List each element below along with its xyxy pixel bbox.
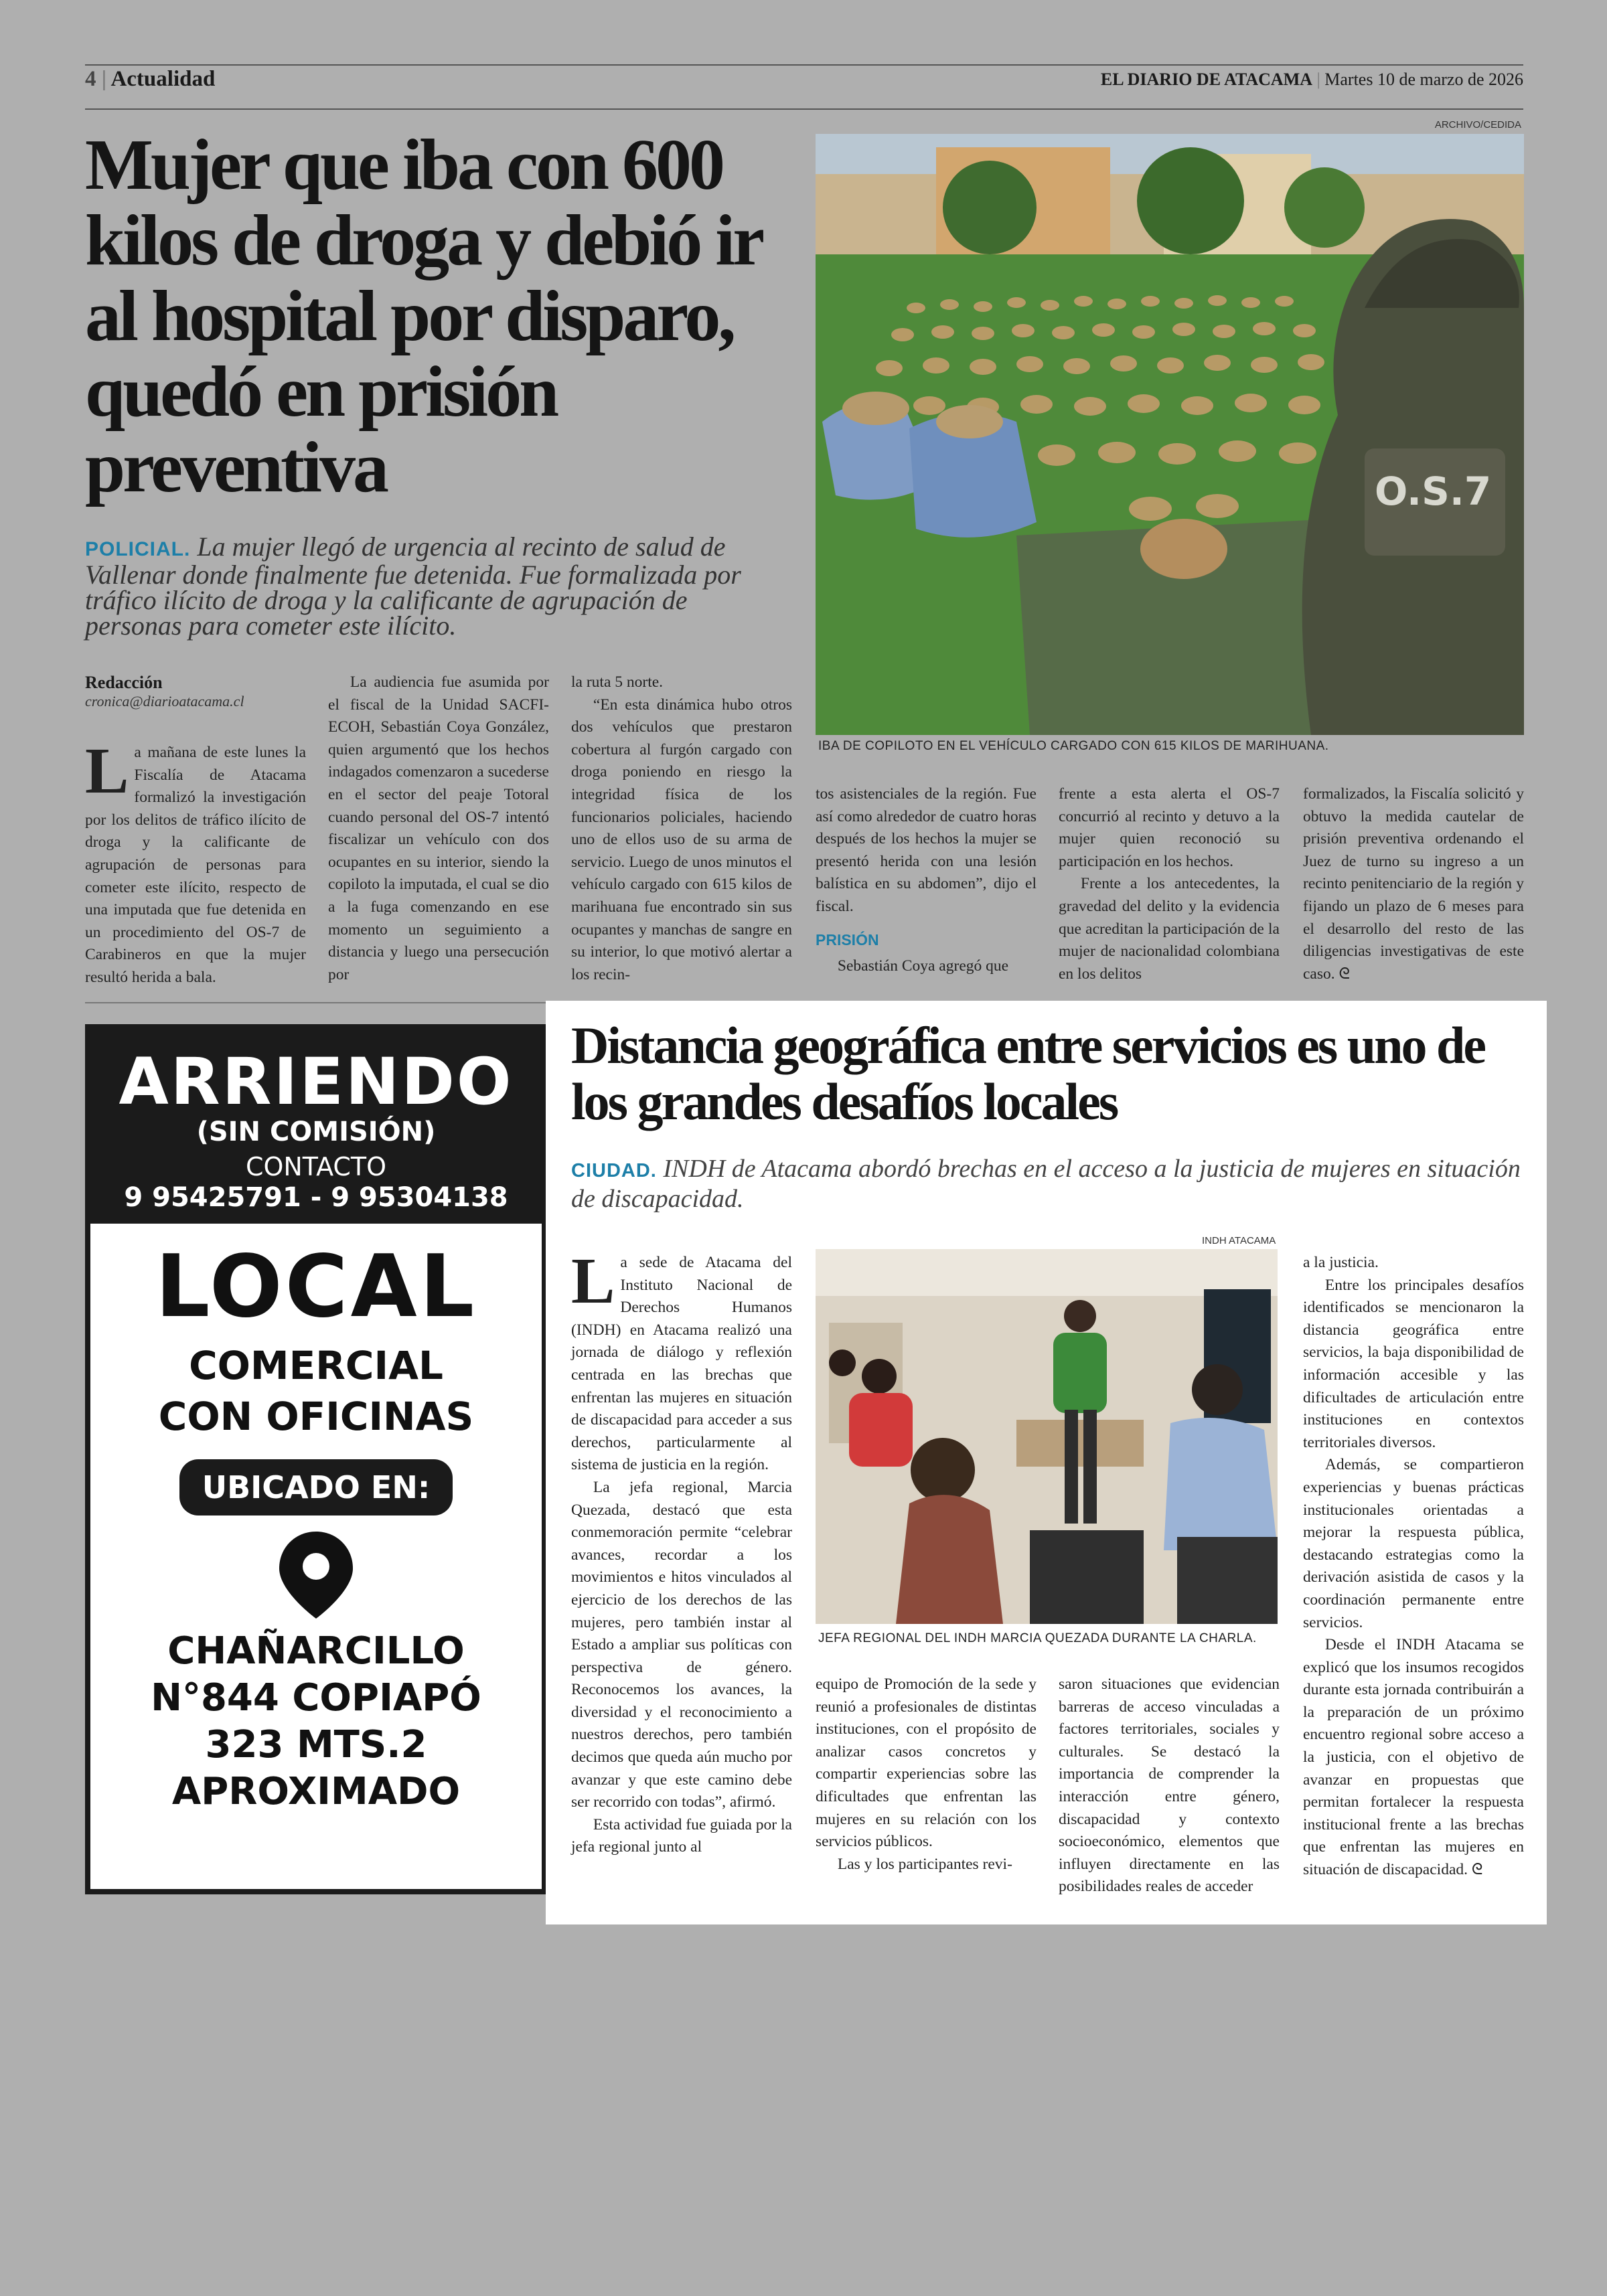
- ad-body: [90, 1230, 542, 1815]
- article1-col5-a: frente a esta alerta el OS-7 concurrió al recinto y detuvo a la mujer quien reconoció su participación en los hechos.: [1059, 785, 1280, 870]
- rental-advertisement: [85, 1024, 547, 1894]
- indh-talk-photo: [816, 1249, 1278, 1624]
- article1-col2-text: La audiencia fue asumida por el fiscal de la Unidad SACFI-ECOH, Sebastián Coya González, quien argumentó que los hechos indagados comenzaron a sucederse en el sector del peaje Totoral cuando personal del OS-7 intentó fiscalizar un vehículo con dos ocupantes en su interior, siendo la copiloto la imputada, el cual se dio a la fuga comenzando en ese momento un seguimiento a distancia y luego una persecución por: [328, 673, 549, 983]
- article1-col5-b: Frente a los antecedentes, la gravedad del delito y la evidencia que acreditan la participación de la mujer de nacionalidad colombiana en los delitos: [1059, 875, 1280, 983]
- article1-column-2: [328, 671, 549, 986]
- article2-col2-text: equipo de Promoción de la sede y reunió a profesionales de distintas instituciones, con el propósito de analizar casos concretos y compartir experiencias sobre las dificultades que enfrentan las mujeres en su relación con los servicios públicos.: [816, 1675, 1037, 1851]
- article2-lead: [571, 1155, 1522, 1213]
- page-number: 4: [85, 67, 96, 91]
- article1-col3-b: “En esta dinámica hubo otros dos vehículos que prestaron cobertura al furgón cargado con droga poniendo en riesgo la integridad física de los funcionarios policiales, haciendo uno de ellos uso de su arma de servicio. Luego de unos minutos el vehículo cargado con 615 kilos de marihuana fue encontrado sin sus ocupantes y manchas de sangre en su interior, lo que motivó alertar a los recin-: [571, 695, 792, 983]
- ad-address-2: N°844 COPIAPÓ: [151, 1676, 481, 1720]
- ad-ubicado-pill: UBICADO EN:: [179, 1459, 453, 1515]
- ad-aproximado: APROXIMADO: [171, 1770, 461, 1813]
- ad-address-1: CHAÑARCILLO: [167, 1629, 465, 1673]
- article1-lead-text: La mujer llegó de urgencia al recinto de salud de Vallenar donde finalmente fue detenida. Fue formalizada por tráfico ilícito de droga y la calificante de agrupación de personas para cometer este ilícito.: [85, 531, 741, 641]
- article1-section-label: POLICIAL.: [85, 538, 191, 560]
- article2-headline: Distancia geográfica entre servicios es uno de los grandes desafíos locales: [571, 1016, 1484, 1131]
- ad-title: ARRIENDO: [119, 1044, 514, 1119]
- article1-column-3: [571, 671, 792, 986]
- page-header-left: 4 | Actualidad: [85, 67, 216, 91]
- article1-col6-text: formalizados, la Fiscalía solicitó y obtuvo la medida cautelar de prisión preventiva ordenando el Juez de turno su ingreso a un recinto penitenciario de la región y fijando un plazo de 6 meses para el desarrollo del resto de las diligencias investigativas de este caso.: [1303, 785, 1524, 983]
- article1-photo-caption: IBA DE COPILOTO EN EL VEHÍCULO CARGADO CON 615 KILOS DE MARIHUANA.: [818, 739, 1329, 753]
- newspaper-name: EL DIARIO DE ATACAMA: [1100, 70, 1313, 89]
- ad-oficinas: CON OFICINAS: [158, 1394, 474, 1439]
- end-mark: ᘓ: [1338, 965, 1351, 983]
- byline-email: cronica@diarioatacama.cl: [85, 693, 244, 710]
- ad-phones: 9 95425791 - 9 95304138: [124, 1182, 508, 1213]
- os7-badge: O.S.7: [1375, 469, 1492, 514]
- article2-col4-c: Además, se compartieron experiencias y buenas prácticas institucionales orientadas a mejorar la respuesta pública, destacando estrategias como la derivación asistida de casos y la coordinación permanente entre servicios.: [1303, 1456, 1524, 1631]
- article2-col1-b: La jefa regional, Marcia Quezada, destacó que esta conmemoración permite “celebrar avances, recordar a los movimientos e hitos vinculados al ejercicio de los derechos de las mujeres, pero también instar al Estado a ampliar sus políticas con perspectiva de género. Reconocemos los avances, la diversidad y el reconocimiento a nuestros derechos, pero también decimos que queda aún mucho por avanzar y que este camino debe ser recorrido con todas”, afirmó.: [571, 1478, 792, 1811]
- article2-photo-credit: INDH ATACAMA: [1202, 1235, 1276, 1246]
- article1-col3-a: la ruta 5 norte.: [571, 673, 664, 691]
- end-mark-2: ᘓ: [1471, 1861, 1483, 1879]
- article1-column-1: [85, 735, 306, 989]
- article1-headline: Mujer que iba con 600 kilos de droga y debió ir al hospital por disparo, quedó en prisión preventiva: [85, 125, 761, 507]
- ad-comercial: COMERCIAL: [189, 1343, 443, 1388]
- article1-photo: [816, 134, 1524, 735]
- article2-section-label: CIUDAD.: [571, 1160, 657, 1181]
- issue-date: Martes 10 de marzo de 2026: [1324, 70, 1523, 89]
- article1-col1-text: a mañana de este lunes la Fiscalía de Atacama formalizó la investigación por los delitos de tráfico ilícito de droga y la calificante de agrupación de personas para cometer este ilícito, respecto de una imputada que fue detenida en un procedimiento del OS-7 de Carabineros en que la mujer resultó herida a bala.: [85, 744, 306, 986]
- article1-subhead-prision: PRISIÓN: [816, 930, 879, 949]
- ad-header-block: [90, 1030, 542, 1224]
- article1-lead: [85, 531, 788, 641]
- article1-column-6: [1303, 783, 1524, 985]
- section-name: Actualidad: [110, 67, 216, 91]
- article1-col4-a: tos asistenciales de la región. Fue así como alrededor de cuatro horas después de los hechos la mujer se presentó herida con una lesión balística en su abdomen”, dijo el fiscal.: [816, 785, 1037, 915]
- article2-col2-b: Las y los participantes revi-: [837, 1855, 1012, 1873]
- header-bottom-rule: [85, 108, 1523, 110]
- drug-seizure-photo: [816, 134, 1524, 735]
- article2-photo-caption: JEFA REGIONAL DEL INDH MARCIA QUEZADA DURANTE LA CHARLA.: [818, 1631, 1257, 1645]
- ad-local: LOCAL: [155, 1237, 477, 1337]
- article2-column-2: [816, 1673, 1037, 1876]
- ad-subtitle: (SIN COMISIÓN): [196, 1117, 436, 1147]
- article2-col4-b: Entre los principales desafíos identificados se mencionaron la distancia geográfica entre servicios, la baja disponibilidad de información accesible y las dificultades de articulación entre instituciones en contextos territoriales diversos.: [1303, 1276, 1524, 1451]
- location-pin-icon: [90, 1532, 542, 1621]
- article2-column-4: [1303, 1252, 1524, 1882]
- dropcap-2: L: [571, 1245, 615, 1317]
- article1-column-5: [1059, 783, 1280, 985]
- article2-column-1: [571, 1245, 792, 1859]
- article2-col4-d: Desde el INDH Atacama se explicó que los insumos recogidos durante esta jornada contribuirán a la preparación de un próximo encuentro regional sobre acceso a la justicia, con el objetivo de avanzar en propuestas que permitan fortalecer la respuesta institucional frente a las brechas que enfrentan las mujeres en situación de discapacidad.: [1303, 1636, 1524, 1879]
- article2-column-3: [1059, 1673, 1280, 1898]
- article1-photo-credit: ARCHIVO/CEDIDA: [1434, 119, 1521, 131]
- dropcap: L: [85, 735, 129, 807]
- article1-column-4: [816, 783, 1037, 978]
- ad-area: 323 MTS.2: [205, 1723, 427, 1767]
- article2-photo: [816, 1249, 1278, 1624]
- article2-lead-text: INDH de Atacama abordó brechas en el acceso a la justicia de mujeres en situación de discapacidad.: [571, 1155, 1521, 1213]
- article2-col3-text: saron situaciones que evidencian barreras de acceso vinculadas a factores territoriales, sociales y culturales. Se destacó la importancia de comprender la interacción entre género, discapacidad y contexto socioeconómico, elementos que influyen directamente en las posibilidades reales de acceder: [1059, 1675, 1280, 1896]
- article1-byline: [85, 673, 306, 711]
- ad-contact-label: CONTACTO: [245, 1152, 387, 1181]
- header-top-rule: [85, 64, 1523, 66]
- byline-author: Redacción: [85, 673, 163, 692]
- article2-col1-c: Esta actividad fue guiada por la jefa regional junto al: [571, 1815, 792, 1856]
- article2-col4-a: a la justicia.: [1303, 1254, 1379, 1271]
- article2-col1-a: a sede de Atacama del Instituto Nacional de Derechos Humanos (INDH) en Atacama realizó una jornada de diálogo y reflexión centrada en las brechas que enfrentan las mujeres en situación de discapacidad para acceder a sus derechos, particularmente al sistema de justicia en la región.: [571, 1254, 792, 1474]
- page-header-right: EL DIARIO DE ATACAMA | Martes 10 de marzo de 2026: [1100, 70, 1523, 89]
- article1-col4-b: Sebastián Coya agregó que: [837, 957, 1009, 975]
